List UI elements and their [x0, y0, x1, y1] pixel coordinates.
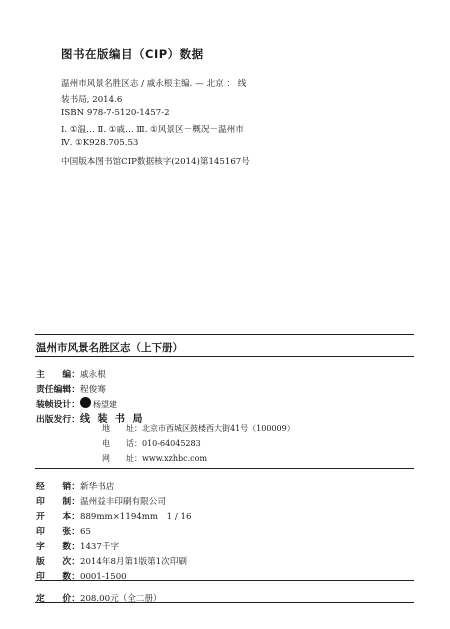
editor-value: 戚永根: [80, 370, 106, 380]
web-row: [102, 453, 207, 464]
address-value: 北京市西城区鼓楼西大街41号（100009）: [142, 424, 295, 433]
design-value: 杨望建: [93, 400, 117, 409]
info-label: 印 数：: [36, 572, 80, 582]
editor-label: 主 编：: [36, 370, 80, 380]
design-label: 装帧设计：: [36, 400, 80, 410]
info-label: 经 销：: [36, 482, 80, 492]
price-label: 定 价：: [36, 594, 80, 604]
divider-under-title: [35, 356, 414, 357]
publisher-logo: 线 装 书 局: [80, 414, 145, 425]
cip-heading: 图书在版编目（CIP）数据: [61, 47, 204, 61]
divider-bottom: [35, 602, 414, 603]
info-value: 新华书店: [80, 482, 115, 492]
info-label: 版 次：: [36, 557, 80, 567]
responsible-editor-label: 责任编辑：: [36, 385, 80, 395]
responsible-editor-value: 程俊骞: [80, 385, 106, 395]
info-label: 字 数：: [36, 542, 80, 552]
info-value: 0001-1500: [80, 572, 127, 582]
cip-subject-line-1: Ⅰ. ①温… Ⅱ. ①戚… Ⅲ. ①风景区－概况－温州市: [61, 125, 244, 135]
cip-line-2: 装书局, 2014.6: [61, 95, 123, 105]
info-label: 印 制：: [36, 497, 80, 507]
info-label: 开 本：: [36, 512, 80, 522]
info-value: 65: [80, 527, 91, 537]
phone-label: 电 话：: [102, 439, 142, 448]
phone-row: [102, 438, 201, 449]
divider-top: [35, 334, 414, 335]
info-value: 1437千字: [80, 542, 120, 552]
colophon-title: 温州市风景名胜区志（上下册）: [36, 342, 183, 354]
info-label: 印 张：: [36, 527, 80, 537]
divider-middle: [35, 468, 414, 469]
address-row: [102, 423, 295, 434]
info-value: 889mm×1194mm 1 / 16: [80, 512, 192, 522]
cip-subject-line-2: Ⅳ. ①K928.705.53: [61, 138, 139, 148]
web-value: www.xzhbc.com: [142, 454, 208, 463]
publisher-label: 出版发行：: [36, 415, 80, 425]
divider-lower: [35, 580, 414, 581]
cip-line-1: 温州市风景名胜区志 / 戚永根主编. — 北京 ： 线: [61, 79, 247, 89]
web-label: 网 址：: [102, 454, 142, 463]
phone-value: 010-64045283: [142, 439, 201, 448]
info-value: 温州益丰印刷有限公司: [80, 497, 166, 507]
price-value: 208.00元（全二册）: [80, 594, 162, 604]
cip-isbn: ISBN 978-7-5120-1457-2: [61, 108, 170, 118]
info-value: 2014年8月第1版第1次印刷: [80, 557, 188, 567]
cip-catalog-number: 中国版本图书馆CIP数据核字(2014)第145167号: [61, 157, 250, 167]
address-label: 地 址：: [102, 424, 142, 433]
